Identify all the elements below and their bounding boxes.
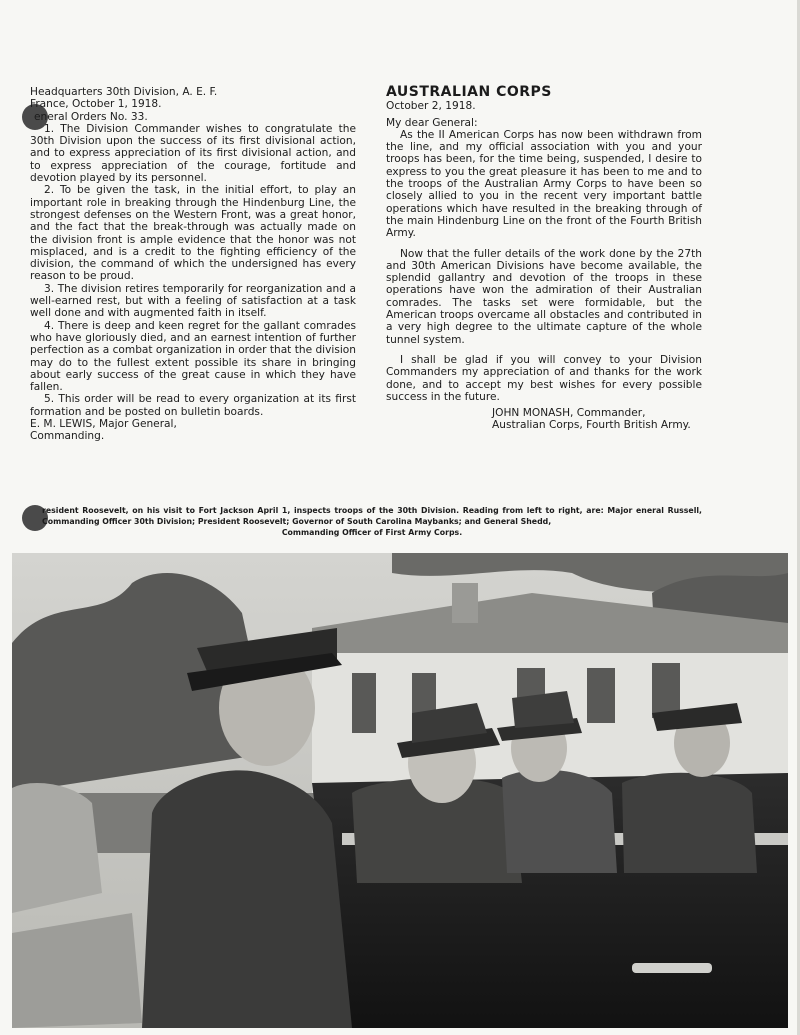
orders-paragraph-1: 1. The Division Commander wishes to congratulate the 30th Division upon the success of its first divisional action, and to express appreciation of its first divisional action, and to express appreciation of the courage, fortitude and devotion played by its personnel. [30, 122, 356, 185]
photo-caption [42, 505, 702, 538]
letter-paragraph-1: As the II American Corps has now been withdrawn from the line, and my official association with you and your troops has been, for the time being, suspended, I desire to express to you the great pleasure it has been to me and to the troops of the Australian Army Corps to have been so closely allied to you in the recent very important battle operations which have resulted in the breaking through of the main Hindenburg Line on the front of the Fourth British Army. [386, 128, 702, 240]
australian-corps-letter [386, 86, 702, 432]
orders-paragraph-5: 5. This order will be read to every organization at its first formation and be posted on bulletin boards. [30, 393, 356, 418]
roosevelt-inspection-photo [12, 553, 788, 1028]
letter-signature-name: JOHN MONASH, Commander, [492, 407, 646, 420]
letter-signature-title: Australian Corps, Fourth British Army. [492, 419, 691, 432]
letter-title: AUSTRALIAN CORPS [386, 84, 552, 100]
letter-date: October 2, 1918. [386, 100, 476, 113]
caption-line-2: Commanding Officer of First Army Corps. [281, 528, 463, 537]
orders-signature-title: Commanding. [30, 430, 105, 443]
letter-paragraph-3: I shall be glad if you will convey to your Division Commanders my appreciation of and thanks for the work done, and to accept my best wishes for every possible success in the future. [386, 353, 702, 403]
orders-header-line1: Headquarters 30th Division, A. E. F. [30, 86, 218, 98]
orders-paragraph-2: 2. To be given the task, in the initial effort, to play an important role in breaking through the Hindenburg Line, the strongest defenses on the Western Front, was a great honor, and the fact that the break-through was actually made on the division front is ample evidence that the honor was not misplaced, and is a credit to the fighting efficiency of the division, the command of which the undersigned has every reason to be proud. [30, 184, 356, 283]
orders-paragraph-4: 4. There is deep and keen regret for the gallant comrades who have gloriously died, and an earnest intention of further perfection as a combat organization in order that the division may do to the fullest extent possible its share in bringing about early success of the great cause in which they have fallen. [30, 319, 356, 394]
letter-paragraph-2: Now that the fuller details of the work done by the 27th and 30th American Divisions have become available, the splendid gallantry and devotion of the troops in these operations have won the admiration of their Australian comrades. The tasks set were formidable, but the American troops overcame all obstacles and contributed in a very high degree to the ultimate capture of the whole tunnel system. [386, 247, 702, 346]
orders-title: eneral Orders No. 33. [34, 110, 148, 123]
general-orders-column [30, 86, 356, 443]
orders-signature-name: E. M. LEWIS, Major General, [30, 418, 177, 431]
orders-header-line2: France, October 1, 1918. [30, 98, 162, 111]
orders-paragraph-3: 3. The division retires temporarily for reorganization and a well-earned rest, but with a feeling of satisfaction at a task well done and with augmented faith in itself. [30, 282, 356, 320]
caption-line-1: resident Roosevelt, on his visit to Fort Jackson April 1, inspects troops of the 30th Division. Reading from left to right, are: Major eneral Russell, Commanding Officer 30th Division; President Roosevelt; Governor of South Carolina Maybanks; and General Shedd, [42, 506, 702, 526]
letter-salutation: My dear General: [386, 116, 478, 129]
